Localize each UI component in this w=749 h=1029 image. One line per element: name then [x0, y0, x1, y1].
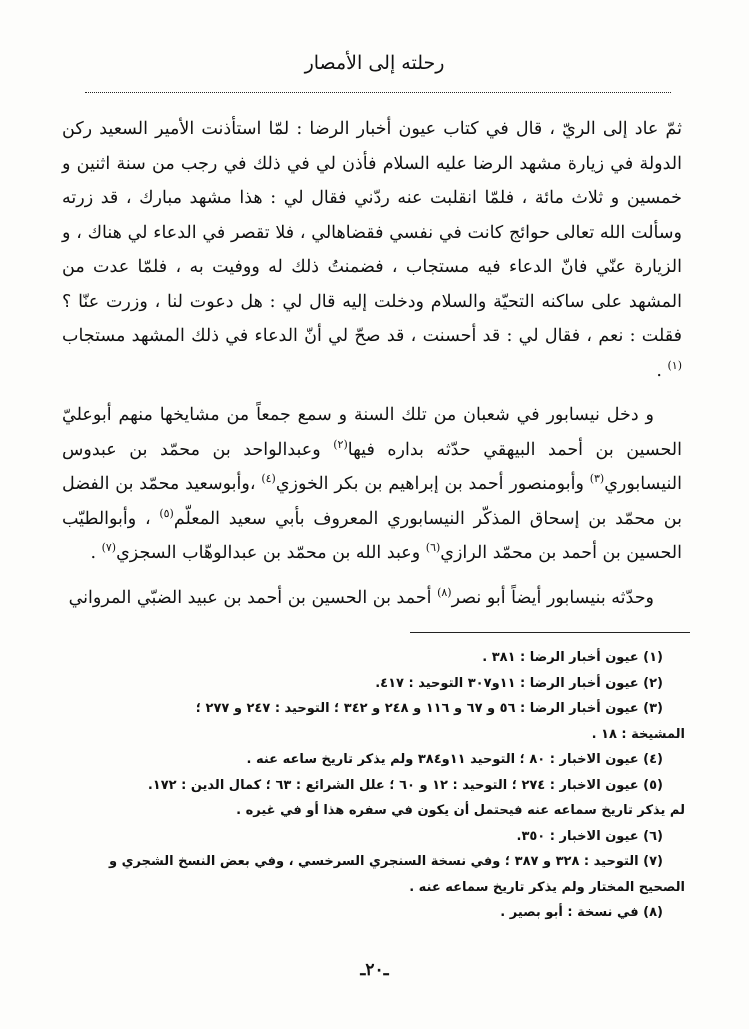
footnote-marker-7[interactable]: (٧) [101, 541, 117, 555]
footnote-marker-2[interactable]: (٢) [333, 437, 348, 451]
footnote-marker-1[interactable]: (١) [667, 358, 682, 372]
footnote-marker-3[interactable]: (٣) [589, 472, 605, 486]
footnote-7: (٧) التوحيد : ٣٢٨ و ٣٨٧ ؛ وفي نسخة السنجري السرخسي ، وفي بعض النسخ الشجري و [109, 854, 663, 869]
paragraph-3-part-2: أحمد بن الحسين بن أحمد بن عبيد الضبّي المرواني [68, 587, 438, 608]
footnote-5: (٥) عيون الاخبار : ٢٧٤ ؛ التوحيد : ١٢ و ٦٠ ؛ علل الشرائع : ٦٣ ؛ كمال الدين : ١٧٢. [147, 777, 663, 793]
footnote-1: (١) عيون أخبار الرضا : ٣٨١ . [482, 650, 663, 665]
footnote-3-continued: المشيخة : ١٨ . [591, 726, 685, 742]
paragraph-2-part-6: وعبد الله بن محمّد بن عبدالوهّاب السجزي [116, 543, 426, 563]
paragraph-2-text: و دخل نيسابور في شعبان من تلك السنة و سمع جمعاً من مشايخها منهم أبوعليّ الحسين بن أحمد البيهقي حدّثه بداره فيها [62, 405, 682, 460]
paragraph-3 [62, 581, 682, 616]
paragraph-2 [62, 398, 682, 571]
paragraph-2-end: . [90, 543, 102, 563]
footnote-marker-5[interactable]: (٥) [159, 506, 174, 520]
paragraph-2-part-5: ، وأبوالطيّب الحسين بن أحمد بن محمّد الرازي [62, 508, 682, 563]
footnote-6: (٦) عيون الاخبار : ٣٥٠. [516, 828, 663, 844]
footnote-2: (٢) عيون أخبار الرضا : ١١و٣٠٧ التوحيد : ٤١٧. [375, 675, 663, 691]
paragraph-2-part-2: وعبدالواحد بن محمّد بن عبدوس النيسابوري [62, 439, 682, 494]
paragraph-3-text: وحدّثه بنيسابور أيضاً أبو نصر [451, 587, 654, 608]
footnote-7-continued: الصحيح المختار ولم يذكر تاريخ سماعه عنه . [409, 879, 685, 895]
footnote-3: (٣) عيون أخبار الرضا : ٥٦ و ٦٧ و ١١٦ و ٢٤٨ و ٣٤٢ ؛ التوحيد : ٢٤٧ و ٢٧٧ ؛ [195, 701, 663, 716]
paragraph-1: ثمّ عاد إلى الريّ ، قال في كتاب عيون أخبار الرضا : لمّا استأذنت الأمير السعيد ركن الدولة في زيارة مشهد الرضا عليه السلام فأذن لي في ذلك في رجب من سنة اثنين و خمسين و ثلاث مائة ، فلمّا انقلبت عنه ردّني فقال لي : هذا مشهد مبارك ، قد زرته وسألت الله تعالى حوائج كانت في نفسي فقضاهالي ، فلا تقصر في الدعاء لي هناك ، و الزيارة عنّي فانّ الدعاء فيه مستجاب ، فضمنتُ ذلك له ووفيت به ، فلمّا عدت من المشهد على ساكنه التحيّة والسلام ودخلت إليه قال لي : هل دعوت لنا ، وزرت عنّا ؟ فقلت : نعم ، فقال لي : قد أحسنت ، قد صحّ لي أنّ الدعاء في ذلك المشهد مستجاب $^{(١)}$ . [62, 119, 682, 381]
main-text [62, 112, 682, 615]
footnote-marker-4[interactable]: (٤) [261, 472, 276, 486]
running-title: رحلته إلى الأمصار [304, 52, 445, 74]
footnote-marker-8[interactable]: (٨) [437, 585, 452, 599]
footnote-5-continued: لم يذكر تاريخ سماعه عنه فيحتمل أن يكون في سفره هذا أو في غيره . [236, 803, 685, 818]
footnote-8: (٨) في نسخة : أبو بصير . [500, 905, 663, 920]
footnote-marker-6[interactable]: (٦) [425, 541, 441, 555]
paragraph-2-part-3: وأبومنصور أحمد بن إبراهيم بن بكر الخوزي [275, 474, 590, 494]
footnotes [60, 645, 685, 926]
header-dotted-rule [85, 92, 671, 93]
footnote-4: (٤) عيون الاخبار : ٨٠ ؛ التوحيد ١١و٣٨٤ ولم يذكر تاريخ ساعه عنه . [246, 752, 663, 767]
footnote-separator [410, 632, 690, 633]
paragraph-1-text: ثمّ عاد إلى الريّ ، قال في كتاب عيون أخبار الرضا : لمّا استأذنت الأمير السعيد ركن الدولة في زيارة مشهد الرضا عليه السلام فأذن لي في ذلك في رجب من سنة اثنين و خمسين و ثلاث مائة ، فلمّا انقلبت عنه ردّني فقال لي : هذا مشهد مبارك ، قد زرته وسألت الله تعالى حوائج كانت في نفسي فقضاهالي ، فلا تقصر في الدعاء لي هناك ، و الزيارة عنّي فانّ الدعاء فيه مستجاب ، فضمنتُ ذلك له ووفيت به ، فلمّا عدت من المشهد على ساكنه التحيّة والسلام ودخلت إليه قال لي : هل دعوت لنا ، وزرت عنّا ؟ فقلت : نعم ، فقال لي : قد أحسنت ، قد صحّ لي أنّ الدعاء في ذلك المشهد مستجاب [62, 119, 682, 346]
page-number: ـ٢٠ـ [360, 960, 389, 980]
paragraph-2-part-4: ،وأبوسعيد محمّد بن الفضل بن محمّد بن إسحاق المذكّر النيسابوري المعروف بأبي سعيد المعلّم [62, 474, 682, 529]
